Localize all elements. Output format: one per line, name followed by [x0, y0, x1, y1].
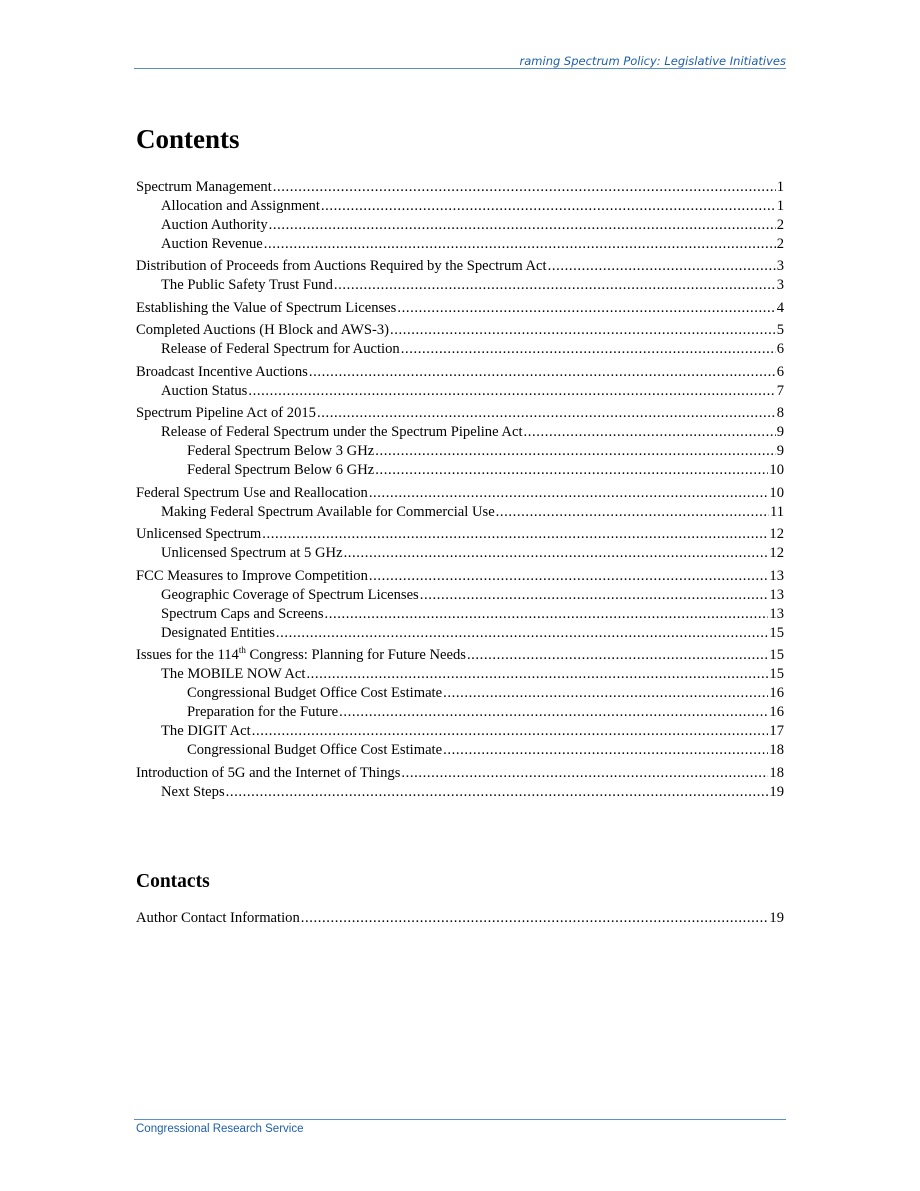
toc-entry[interactable]	[136, 404, 784, 423]
toc-leader-dots	[334, 276, 776, 295]
toc-entry-page: 12	[769, 526, 784, 542]
toc-leader-dots	[309, 363, 776, 382]
toc-entry-page: 12	[769, 545, 784, 561]
toc-leader-dots	[252, 722, 769, 741]
toc-entry-label: Release of Federal Spectrum under the Spectrum Pipeline Act	[161, 424, 523, 440]
toc-entry-page: 5	[776, 322, 784, 338]
toc-entry-label: Release of Federal Spectrum for Auction	[161, 341, 400, 357]
footer-rule	[134, 1119, 786, 1120]
toc-entry-label: Issues for the 114th Congress: Planning for Future Needs	[136, 645, 466, 663]
toc-leader-dots	[524, 423, 776, 442]
toc-entry-label: The MOBILE NOW Act	[161, 666, 306, 682]
toc-entry[interactable]	[136, 382, 784, 401]
toc-entry[interactable]	[136, 340, 784, 359]
toc-entry[interactable]	[136, 484, 784, 503]
toc-entry-label: Spectrum Caps and Screens	[161, 605, 324, 622]
toc-entry-page: 19	[769, 783, 784, 800]
toc-entry-label: The DIGIT Act	[161, 723, 251, 739]
toc-entry[interactable]	[136, 741, 784, 760]
toc-entry-page: 10	[769, 484, 784, 501]
toc-entry[interactable]	[136, 783, 784, 802]
toc-entry[interactable]	[136, 684, 784, 703]
toc-entry-label: Auction Authority	[161, 216, 268, 233]
toc-entry-page: 18	[769, 742, 784, 758]
toc-entry-label: Making Federal Spectrum Available for Commercial Use	[161, 503, 495, 520]
table-of-contents	[136, 174, 784, 802]
toc-entry[interactable]	[136, 605, 784, 624]
toc-entry[interactable]	[136, 703, 784, 722]
toc-leader-dots	[420, 586, 769, 605]
toc-entry-label: Establishing the Value of Spectrum Licenses	[136, 299, 397, 316]
toc-entry-page: 3	[776, 258, 784, 274]
toc-entry[interactable]	[136, 665, 784, 684]
toc-entry-page: 8	[776, 405, 784, 421]
toc-leader-dots	[397, 299, 775, 318]
toc-entry[interactable]	[136, 525, 784, 544]
contacts-title: Contacts	[136, 871, 210, 892]
toc-entry-page: 9	[776, 443, 784, 459]
toc-entry-page: 9	[776, 424, 784, 440]
toc-entry-label: Broadcast Incentive Auctions	[136, 363, 308, 380]
toc-entry-label: Federal Spectrum Below 3 GHz	[187, 443, 375, 459]
toc-entry-page: 15	[769, 666, 784, 682]
toc-entry-page: 11	[769, 503, 784, 520]
toc-entry[interactable]	[136, 363, 784, 382]
toc-entry-label: Allocation and Assignment	[161, 197, 320, 214]
toc-entry-page: 4	[776, 299, 784, 316]
toc-entry-label: Designated Entities	[161, 624, 275, 641]
toc-entry[interactable]	[136, 544, 784, 563]
toc-entry[interactable]	[136, 197, 784, 216]
toc-leader-dots	[496, 503, 769, 522]
toc-leader-dots	[548, 257, 776, 276]
toc-entry[interactable]	[136, 257, 784, 276]
toc-leader-dots	[369, 484, 769, 503]
toc-entry-label: Geographic Coverage of Spectrum Licenses	[161, 586, 419, 603]
toc-entry[interactable]	[136, 586, 784, 605]
toc-leader-dots	[248, 382, 775, 401]
toc-entry-label: Auction Revenue	[161, 235, 263, 252]
toc-entry-label: Federal Spectrum Below 6 GHz	[187, 462, 375, 478]
toc-entry[interactable]	[136, 909, 784, 928]
toc-leader-dots	[269, 216, 776, 235]
toc-entry-page: 3	[776, 277, 784, 293]
toc-leader-dots	[262, 525, 768, 544]
toc-leader-dots	[301, 909, 769, 928]
toc-entry[interactable]	[136, 321, 784, 340]
toc-leader-dots	[401, 340, 776, 359]
toc-entry-label: Federal Spectrum Use and Reallocation	[136, 484, 368, 501]
toc-entry-page: 7	[776, 382, 784, 399]
toc-entry-label: Spectrum Pipeline Act of 2015	[136, 405, 316, 421]
toc-entry-label: Distribution of Proceeds from Auctions Required by the Spectrum Act	[136, 258, 547, 274]
toc-entry-label: Congressional Budget Office Cost Estimate	[187, 685, 443, 701]
toc-leader-dots	[467, 646, 768, 665]
toc-entry-page: 16	[769, 685, 784, 701]
toc-entry-page: 18	[769, 764, 784, 781]
toc-leader-dots	[344, 544, 769, 563]
toc-entry-label: Introduction of 5G and the Internet of Things	[136, 764, 401, 781]
toc-leader-dots	[443, 741, 768, 760]
toc-entry[interactable]	[136, 178, 784, 197]
toc-leader-dots	[325, 605, 769, 624]
toc-entry[interactable]	[136, 503, 784, 522]
toc-entry[interactable]	[136, 567, 784, 586]
toc-entry[interactable]	[136, 461, 784, 480]
toc-entry-page: 16	[769, 704, 784, 720]
toc-entry[interactable]	[136, 722, 784, 741]
toc-entry-page: 15	[769, 647, 784, 663]
toc-entry[interactable]	[136, 276, 784, 295]
toc-entry-page: 2	[776, 235, 784, 252]
toc-entry-label: Congressional Budget Office Cost Estimate	[187, 742, 443, 758]
toc-entry[interactable]	[136, 646, 784, 665]
toc-leader-dots	[264, 235, 776, 254]
toc-entry[interactable]	[136, 764, 784, 783]
toc-leader-dots	[276, 624, 769, 643]
toc-entry-page: 17	[769, 723, 784, 739]
toc-leader-dots	[306, 665, 768, 684]
toc-entry-label: Completed Auctions (H Block and AWS-3)	[136, 322, 389, 338]
toc-leader-dots	[401, 764, 768, 783]
footer-org: Congressional Research Service	[136, 1123, 304, 1135]
toc-entry-label: Preparation for the Future	[187, 704, 339, 720]
toc-leader-dots	[443, 684, 768, 703]
running-header: raming Spectrum Policy: Legislative Initiatives	[519, 54, 786, 68]
toc-leader-dots	[339, 703, 768, 722]
toc-entry[interactable]	[136, 235, 784, 254]
toc-entry-label: Next Steps	[161, 783, 225, 800]
toc-leader-dots	[317, 404, 776, 423]
toc-leader-dots	[375, 461, 768, 480]
toc-entry-page: 6	[776, 363, 784, 380]
toc-entry-label: Unlicensed Spectrum at 5 GHz	[161, 545, 343, 561]
toc-entry-label: Unlicensed Spectrum	[136, 526, 262, 542]
toc-leader-dots	[390, 321, 776, 340]
toc-leader-dots	[375, 442, 775, 461]
toc-entry[interactable]	[136, 299, 784, 318]
toc-entry-label: Author Contact Information	[136, 909, 300, 926]
toc-entry-page: 2	[776, 216, 784, 233]
toc-entry-label: FCC Measures to Improve Competition	[136, 567, 368, 584]
toc-entry-page: 15	[769, 624, 784, 641]
toc-leader-dots	[321, 197, 776, 216]
toc-entry-label: Auction Status	[161, 382, 248, 399]
toc-entry[interactable]	[136, 423, 784, 442]
toc-leader-dots	[369, 567, 769, 586]
toc-entry-page: 13	[769, 605, 784, 622]
toc-entry-page: 13	[769, 567, 784, 584]
page-title: Contents	[136, 124, 240, 154]
contacts-list	[136, 905, 784, 928]
toc-entry-page: 13	[769, 586, 784, 603]
toc-entry-page: 10	[769, 462, 784, 478]
toc-leader-dots	[273, 178, 776, 197]
toc-entry-page: 1	[776, 197, 784, 214]
toc-entry[interactable]	[136, 216, 784, 235]
toc-entry-label: Spectrum Management	[136, 178, 272, 195]
toc-entry[interactable]	[136, 624, 784, 643]
toc-entry-page: 6	[776, 341, 784, 357]
toc-entry-page: 1	[776, 178, 784, 195]
toc-entry[interactable]	[136, 442, 784, 461]
header-rule	[134, 68, 786, 69]
toc-entry-label: The Public Safety Trust Fund	[161, 277, 333, 293]
toc-entry-page: 19	[769, 909, 784, 926]
toc-leader-dots	[226, 783, 769, 802]
